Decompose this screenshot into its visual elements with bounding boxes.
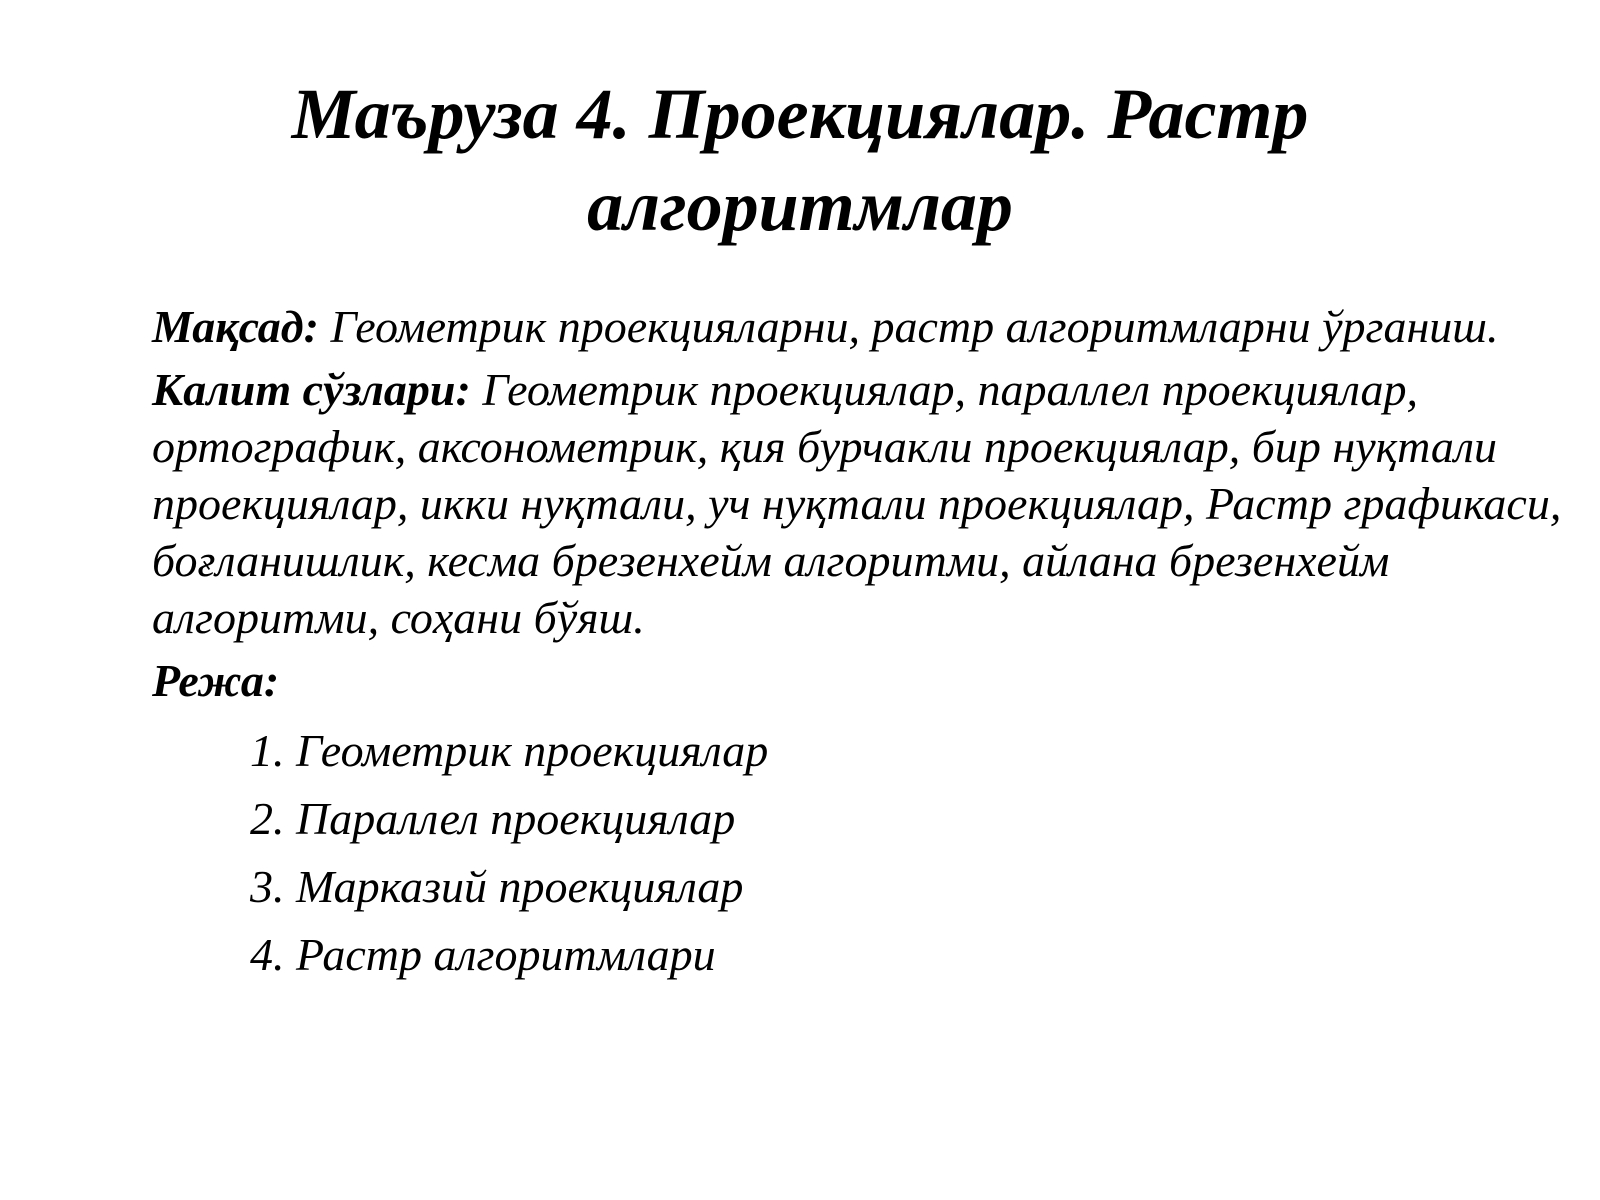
plan-item: 2. Параллел проекциялар: [250, 793, 736, 844]
plan-item: 4. Растр алгоритмлари: [250, 929, 716, 980]
goal-paragraph: [152, 298, 1572, 355]
plan-item: 1. Геометрик проекциялар: [250, 725, 769, 776]
goal-text: Геометрик проекцияларни, растр алгоритмларни ўрганиш.: [318, 301, 1499, 352]
slide-content: [152, 298, 1572, 989]
slide-title: Маъруза 4. Проекциялар. Растр алгоритмлар: [291, 74, 1309, 246]
plan-list: [250, 717, 1572, 989]
keywords-text: Геометрик проекциялар, параллел проекциялар, ортографик, аксонометрик, қия бурчакли проекциялар, бир нуқтали проекциялар, икки нуқтали, уч нуқтали проекциялар, Растр графикаси, боғланишлик, кесма брезенхейм алгоритми, айлана брезенхейм алгоритми, соҳани бўяш.: [152, 364, 1562, 643]
goal-label: Мақсад:: [152, 301, 319, 352]
keywords-label: Калит сўзлари:: [152, 364, 471, 415]
keywords-paragraph: [152, 361, 1572, 646]
plan-label: Режа:: [152, 655, 280, 706]
plan-item: 3. Марказий проекциялар: [250, 861, 744, 912]
